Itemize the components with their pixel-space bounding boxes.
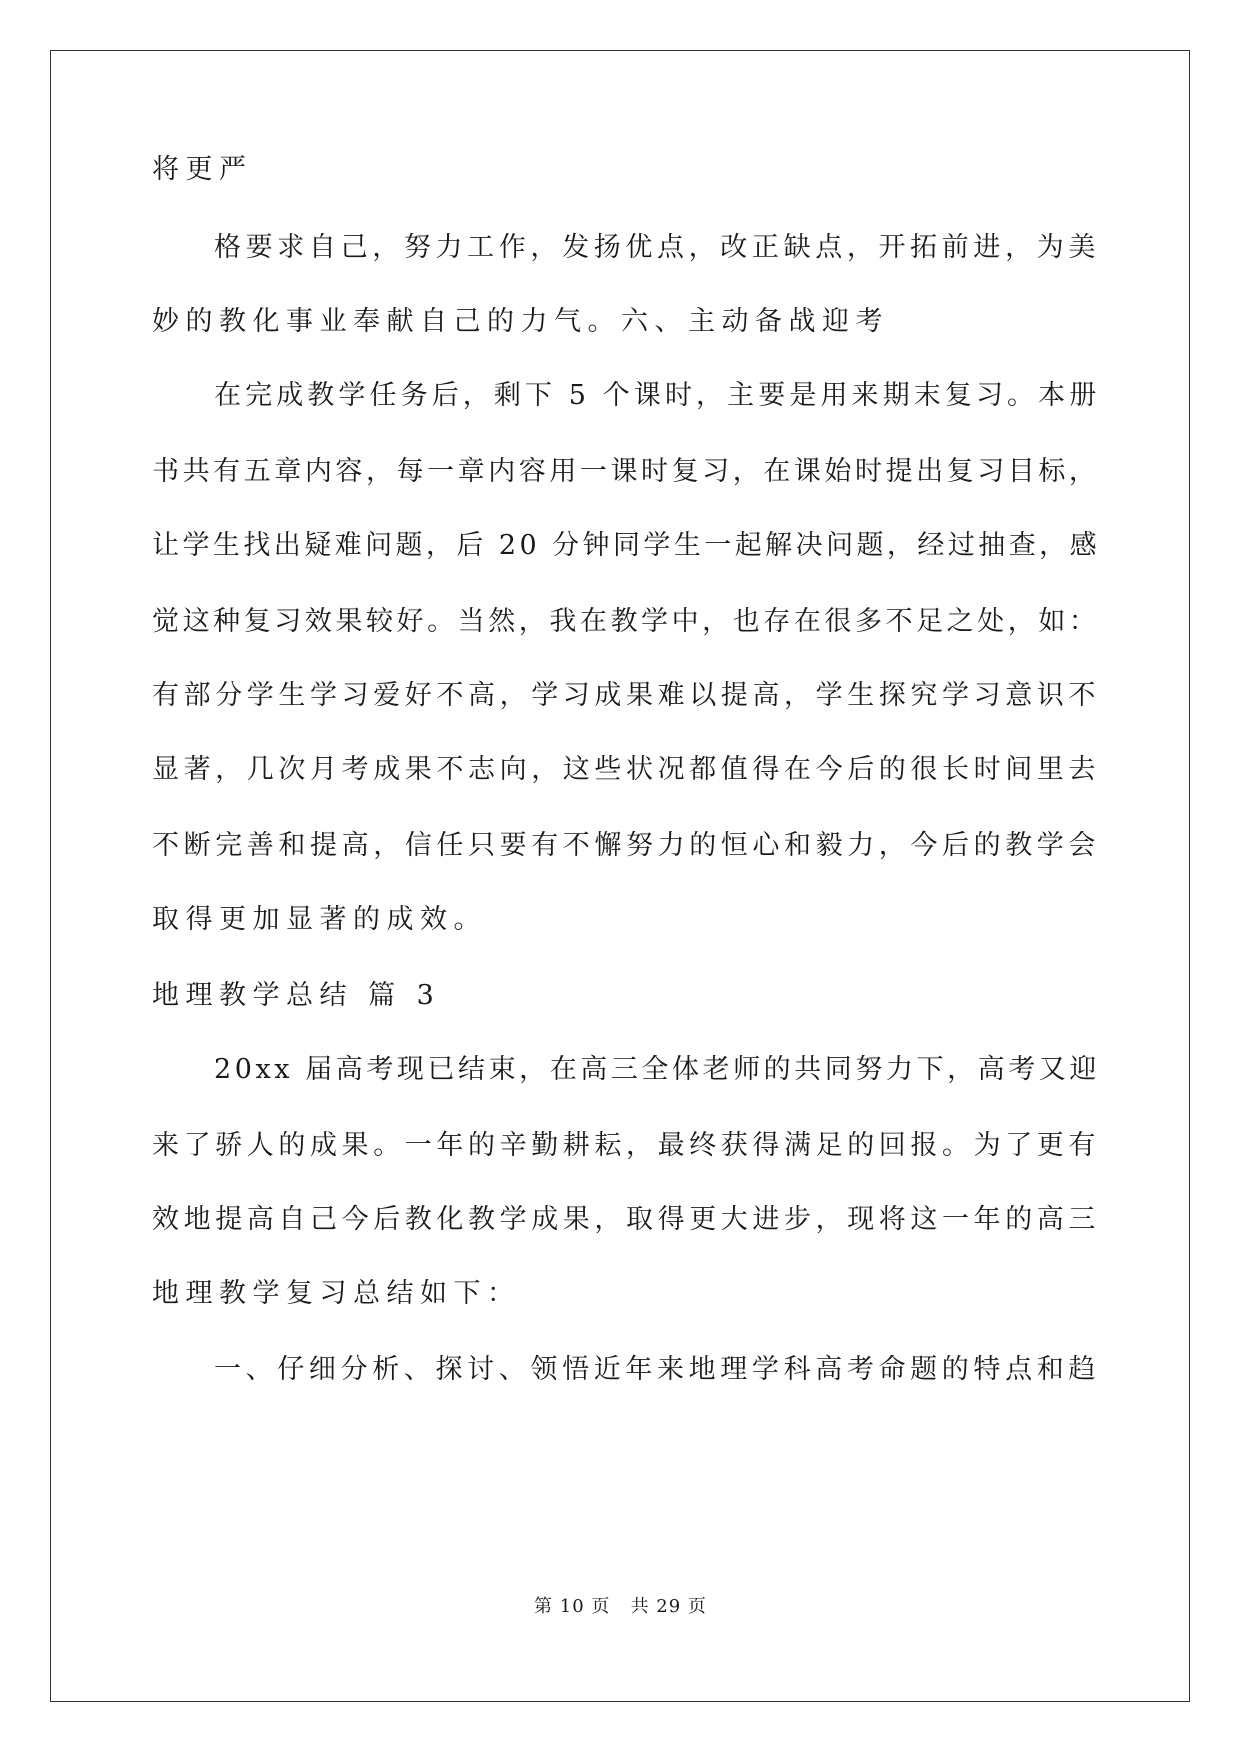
text-line: 取得更加显著的成效。 bbox=[152, 904, 487, 935]
text-line: 20xx 届高考现已结束，在高三全体老师的共同努力下，高考又迎 bbox=[214, 1054, 1100, 1085]
text-line: 有部分学生学习爱好不高，学习成果难以提高，学生探究学习意识不 bbox=[152, 680, 1100, 711]
text-line: 将更严 bbox=[152, 154, 253, 185]
text-line: 觉这种复习效果较好。当然，我在教学中，也存在很多不足之处，如： bbox=[152, 606, 1100, 637]
text-line: 不断完善和提高，信任只要有不懈努力的恒心和毅力，今后的教学会 bbox=[152, 830, 1100, 861]
text-line: 妙的教化事业奉献自己的力气。六、主动备战迎考 bbox=[152, 306, 889, 337]
text-line: 一、仔细分析、探讨、领悟近年来地理学科高考命题的特点和趋 bbox=[214, 1354, 1100, 1385]
text-line: 来了骄人的成果。一年的辛勤耕耘，最终获得满足的回报。为了更有 bbox=[152, 1130, 1100, 1161]
text-line: 效地提高自己今后教化教学成果，取得更大进步，现将这一年的高三 bbox=[152, 1204, 1100, 1235]
page-total: 共 29 页 bbox=[630, 1596, 707, 1617]
section-heading: 地理教学总结 篇 3 bbox=[152, 980, 441, 1011]
page-border bbox=[50, 50, 1190, 1702]
page-footer bbox=[0, 1594, 1241, 1620]
page-number: 第 10 页 bbox=[534, 1596, 611, 1617]
text-line: 地理教学复习总结如下： bbox=[152, 1278, 521, 1309]
text-line: 显著，几次月考成果不志向，这些状况都值得在今后的很长时间里去 bbox=[152, 754, 1100, 785]
text-line: 格要求自己，努力工作，发扬优点，改正缺点，开拓前进，为美 bbox=[214, 232, 1100, 263]
text-line: 书共有五章内容，每一章内容用一课时复习，在课始时提出复习目标， bbox=[152, 456, 1100, 487]
text-line: 在完成教学任务后，剩下 5 个课时，主要是用来期末复习。本册 bbox=[214, 380, 1101, 411]
text-line: 让学生找出疑难问题，后 20 分钟同学生一起解决问题，经过抽查，感 bbox=[152, 530, 1101, 561]
